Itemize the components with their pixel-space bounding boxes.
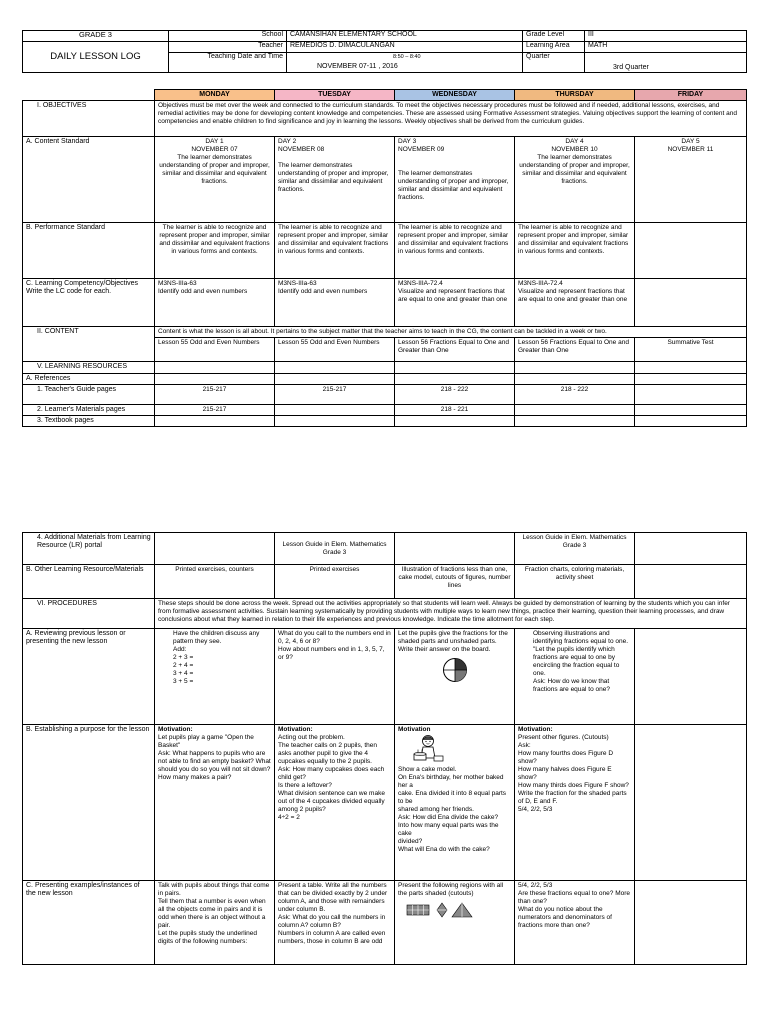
school-label: School bbox=[169, 31, 287, 42]
content-standard-day5: DAY 5 NOVEMBER 11 bbox=[635, 137, 747, 223]
reviewing-day1: Have the children discuss any pattern they see. Add: 2 + 3 = 2 + 4 = 3 + 4 = 3 + 5 = bbox=[155, 629, 275, 725]
learning-area-label: Learning Area bbox=[523, 42, 585, 53]
fraction-circle-icon bbox=[442, 657, 468, 683]
learners-materials-label: 2. Learner's Materials pages bbox=[23, 405, 155, 416]
learners-materials-day2 bbox=[275, 405, 395, 416]
content-standard-day4: DAY 4 NOVEMBER 10 The learner demonstrates understanding of proper and improper, similar and dissimilar and equivalent fractions. bbox=[515, 137, 635, 223]
competency-day3: M3NS-IIIA-72.4 Visualize and represent fractions that are equal to one and greater than one bbox=[395, 279, 515, 327]
performance-standard-label: B. Performance Standard bbox=[23, 223, 155, 279]
purpose-day2-title: Motivation: bbox=[278, 726, 313, 733]
page-title: DAILY LESSON LOG bbox=[23, 42, 169, 73]
purpose-day3-cell bbox=[395, 725, 515, 881]
presenting-day3-cell bbox=[395, 881, 515, 965]
purpose-day2-cell bbox=[275, 725, 395, 881]
main-table-2 bbox=[22, 532, 747, 965]
purpose-day3-title: Motivation bbox=[398, 726, 431, 733]
purpose-day4-title: Motivation: bbox=[518, 726, 553, 733]
day-header-monday: MONDAY bbox=[155, 90, 275, 101]
performance-standard-day3: The learner is able to recognize and represent proper and improper, similar and dissimilar and equivalent fractions in various forms and contexts. bbox=[395, 223, 515, 279]
content-day5: Summative Test bbox=[635, 338, 747, 362]
day-header-tuesday: TUESDAY bbox=[275, 90, 395, 101]
purpose-day3: Show a cake model. On Ena's birthday, her mother baked her a cake. Ena divided it into 8 equal parts to be shared among her friends. Ask: How did Ena divide the cake? Into how many equal parts was the cake divided? What will Ena do with the cake? bbox=[398, 766, 507, 853]
additional-materials-label: 4. Additional Materials from Learning Resource (LR) portal bbox=[23, 533, 155, 565]
content-day2: Lesson 55 Odd and Even Numbers bbox=[275, 338, 395, 362]
reviewing-day3: Let the pupils give the fractions for the shaded parts and unshaded parts. Write their answer on the board. bbox=[398, 630, 508, 653]
content-standard-label: A. Content Standard bbox=[23, 137, 155, 223]
presenting-day2: Present a table. Write all the numbers that can be divided exactly by 2 under column A, and those with remainders under column B. Ask: What do you call the numbers in column A? column B? Numbers in column A are called even numbers, those in column B are odd bbox=[275, 881, 395, 965]
teachers-guide-day5 bbox=[635, 385, 747, 405]
content-text: Content is what the lesson is all about. It pertains to the subject matter that the teacher aims to teach in the CG, the content can be tackled in a week or two. bbox=[155, 327, 747, 338]
main-table-1 bbox=[22, 89, 747, 427]
other-resources-day3: Illustration of fractions less than one, cake model, cutouts of figures, number lines bbox=[395, 565, 515, 599]
learners-materials-day1: 215-217 bbox=[155, 405, 275, 416]
competency-day2: M3NS-IIIa-63 Identify odd and even numbers bbox=[275, 279, 395, 327]
learning-resources-label: V. LEARNING RESOURCES bbox=[23, 362, 155, 374]
learners-materials-day3: 218 - 221 bbox=[395, 405, 515, 416]
teacher-label: Teacher bbox=[169, 42, 287, 53]
content-day4: Lesson 56 Fractions Equal to One and Greater than One bbox=[515, 338, 635, 362]
textbook-pages-label: 3. Textbook pages bbox=[23, 416, 155, 427]
presenting-day3: Present the following regions with all the parts shaded (cutouts) bbox=[398, 882, 504, 897]
references-label: A. References bbox=[23, 374, 155, 385]
learning-area-value: MATH bbox=[585, 42, 747, 53]
reviewing-day3-cell bbox=[395, 629, 515, 725]
teachers-guide-day4: 218 - 222 bbox=[515, 385, 635, 405]
competency-label: C. Learning Competency/Objectives bbox=[26, 280, 139, 287]
objectives-label: I. OBJECTIVES bbox=[23, 101, 155, 137]
performance-standard-day4: The learner is able to recognize and represent proper and improper, similar and dissimilar and equivalent fractions in various forms and contexts. bbox=[515, 223, 635, 279]
learners-materials-day5 bbox=[635, 405, 747, 416]
competency-day1: M3NS-IIIa-63 Identify odd and even numbers bbox=[155, 279, 275, 327]
day-header-thursday: THURSDAY bbox=[515, 90, 635, 101]
teachers-guide-day3: 218 - 222 bbox=[395, 385, 515, 405]
purpose-day4: Present other figures. (Cutouts) Ask: How many fourths does Figure D show? How many halves does Figure E show? How many thirds does Figure F show? Write the fraction for the shaded parts of D, E and F. 5/4, 2/2, 5/3 bbox=[518, 734, 629, 813]
reviewing-day2: What do you call to the numbers end in 0, 2, 4, 6 or 8? How about numbers end in 1, 3, 5, 7, or 9? bbox=[275, 629, 395, 725]
additional-materials-day2: Lesson Guide in Elem. Mathematics Grade 3 bbox=[275, 533, 395, 565]
teachers-guide-day1: 215-217 bbox=[155, 385, 275, 405]
objectives-text: Objectives must be met over the week and connected to the curriculum standards. To meet the objectives necessary procedures must be followed and if needed, additional lessons, exercises, and remedial activities may be done for developing content knowledge and competencies. These are assessed using Formative Assessment strategies. Valuing objectives support the learning of content and competencies and enable children to find significance and joy in learning the lessons. Weekly objectives shall be derived from the curriculum guides. bbox=[155, 101, 747, 137]
purpose-day1: Let pupils play a game "Open the Basket" Ask: What happens to pupils who are not able to find an empty basket? What should you do so you will not sit down? How many makes a pair? bbox=[158, 734, 271, 781]
competency-day4: M3NS-IIIA-72.4 Visualize and represent fractions that are equal to one and greater than one bbox=[515, 279, 635, 327]
date-label: Teaching Date and Time bbox=[169, 53, 287, 73]
teacher-value: REMEDIOS D. DIMACULANGAN bbox=[287, 42, 523, 53]
grade-title: GRADE 3 bbox=[23, 31, 169, 42]
competency-label-cell bbox=[23, 279, 155, 327]
presenting-day1: Talk with pupils about things that come in pairs. Tell them that a number is even when all the objects come in pairs and it is odd when there is an object without a pair. Let the pupils study the underlined digits of the following numbers: bbox=[155, 881, 275, 965]
competency-sublabel: Write the LC code for each. bbox=[26, 288, 112, 295]
lesson-log-page-2 bbox=[22, 532, 746, 965]
day-header-wednesday: WEDNESDAY bbox=[395, 90, 515, 101]
other-resources-day1: Printed exercises, counters bbox=[155, 565, 275, 599]
shaded-regions-image bbox=[406, 902, 476, 918]
date-value: NOVEMBER 07-11 , 2016 bbox=[317, 63, 398, 70]
grade-level-label: Grade Level bbox=[523, 31, 585, 42]
other-resources-day2: Printed exercises bbox=[275, 565, 395, 599]
content-standard-day3: DAY 3 NOVEMBER 09 The learner demonstrates understanding of proper and improper, similar and dissimilar and equivalent fractions. bbox=[395, 137, 515, 223]
day-header-friday: FRIDAY bbox=[635, 90, 747, 101]
purpose-day1-title: Motivation: bbox=[158, 726, 193, 733]
content-standard-day2: DAY 2 NOVEMBER 08 The learner demonstrates understanding of proper and improper, similar and dissimilar and equivalent fractions. bbox=[275, 137, 395, 223]
purpose-label: B. Establishing a purpose for the lesson bbox=[23, 725, 155, 881]
lesson-log-page-1 bbox=[22, 30, 746, 427]
reviewing-day4: Observing illustrations and identifying fractions equal to one. "Let the pupils identify which fractions are equal to one by encircling the fraction equal to one. Ask: How do we know that fractions are equal to one? bbox=[515, 629, 635, 725]
other-resources-label: B. Other Learning Resource/Materials bbox=[23, 565, 155, 599]
time-value: 8:50 – 8:40 bbox=[393, 54, 421, 60]
purpose-day2: Acting out the problem. The teacher calls on 2 pupils, then asks another pupil to give the 4 cupcakes equally to the 2 pupils. Ask: How many cupcakes does each child get? Is there a leftover? What division sentence can we make out of the 4 cupcakes divided equally among 2 pupils? 4÷2 = 2 bbox=[278, 734, 385, 821]
reviewing-label: A. Reviewing previous lesson or presenting the new lesson bbox=[23, 629, 155, 725]
presenting-label: C. Presenting examples/instances of the new lesson bbox=[23, 881, 155, 965]
additional-materials-day4: Lesson Guide in Elem. Mathematics Grade 3 bbox=[515, 533, 635, 565]
content-standard-day1: DAY 1 NOVEMBER 07 The learner demonstrates understanding of proper and improper, similar and dissimilar and equivalent fractions. bbox=[155, 137, 275, 223]
purpose-day4-cell bbox=[515, 725, 635, 881]
content-day1: Lesson 55 Odd and Even Numbers bbox=[155, 338, 275, 362]
presenting-day4: 5/4, 2/2, 5/3 Are these fractions equal to one? More than one? What do you notice about the numerators and denominators of fractions more than one? bbox=[515, 881, 635, 965]
grade-level-value: III bbox=[585, 31, 747, 42]
school-value: CAMANSIHAN ELEMENTARY SCHOOL bbox=[287, 31, 523, 42]
performance-standard-day2: The learner is able to recognize and represent proper and improper, similar and dissimilar and equivalent fractions in various forms and contexts. bbox=[275, 223, 395, 279]
content-label: II. CONTENT bbox=[23, 327, 155, 362]
girl-with-cake-image bbox=[410, 734, 446, 764]
quarter-value: 3rd Quarter bbox=[585, 53, 747, 73]
content-day3: Lesson 56 Fractions Equal to One and Greater than One bbox=[395, 338, 515, 362]
purpose-day1-cell bbox=[155, 725, 275, 881]
date-value-cell bbox=[287, 53, 523, 73]
learners-materials-day4 bbox=[515, 405, 635, 416]
teachers-guide-day2: 215-217 bbox=[275, 385, 395, 405]
performance-standard-day1: The learner is able to recognize and represent proper and improper, similar and dissimilar and equivalent fractions in various forms and contexts. bbox=[155, 223, 275, 279]
header-table bbox=[22, 30, 747, 73]
other-resources-day4: Fraction charts, coloring materials, activity sheet bbox=[515, 565, 635, 599]
procedures-text: These steps should be done across the week. Spread out the activities appropriately so that students will learn well. Always be guided by demonstration of learning by the students which you can infer from formative assessment activities. Sustain learning systematically by providing students with multiple ways to learn new things, practice their learning, question their learning processes, and draw conclusions about what they learned in relation to their life experiences and previous knowledge. Indicate the time allotment for each step. bbox=[155, 599, 747, 629]
quarter-label: Quarter bbox=[523, 53, 585, 73]
teachers-guide-label: 1. Teacher's Guide pages bbox=[23, 385, 155, 405]
procedures-label: VI. PROCEDURES bbox=[23, 599, 155, 629]
